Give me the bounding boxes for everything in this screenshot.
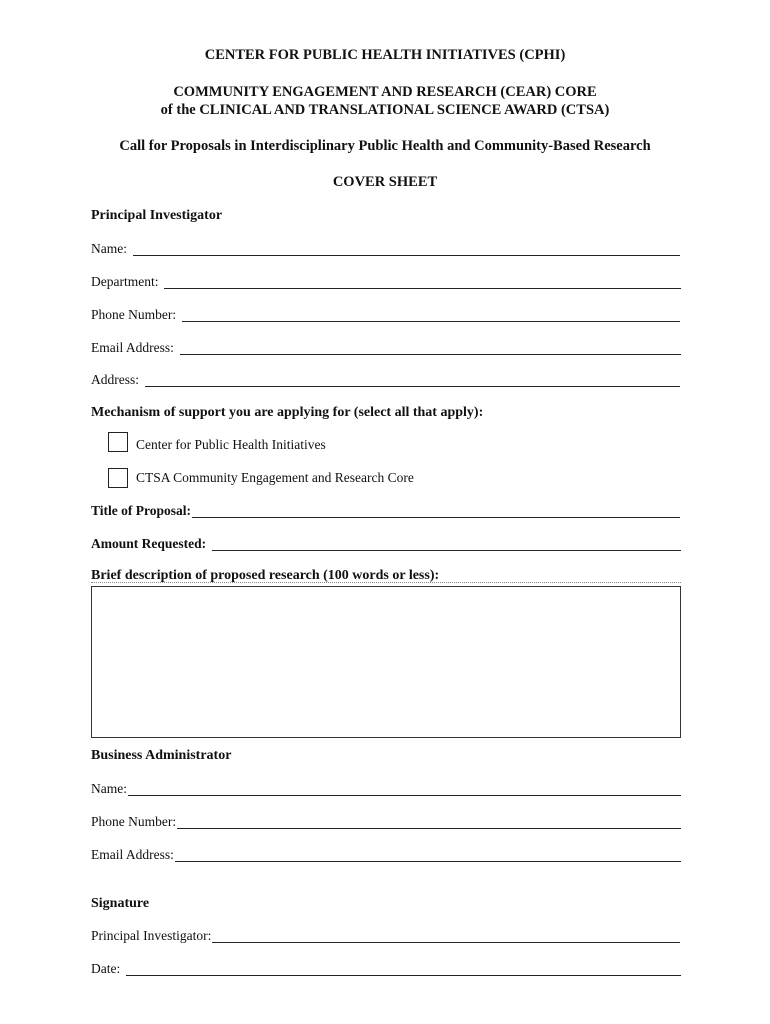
ba-phone-label: Phone Number: [91, 814, 177, 829]
ba-email-input[interactable] [175, 861, 681, 862]
core-title-line1: COMMUNITY ENGAGEMENT AND RESEARCH (CEAR) CORE [173, 84, 597, 100]
ba-email-label: Email Address: [91, 847, 174, 862]
pi-name-input[interactable] [133, 255, 680, 256]
pi-address-input[interactable] [145, 386, 680, 387]
amount-requested-field [91, 535, 681, 553]
ba-email-field [91, 846, 681, 864]
pi-address-field [91, 371, 680, 389]
ba-phone-field [91, 813, 681, 831]
call-title: Call for Proposals in Interdisciplinary Public Health and Community-Based Research [119, 138, 651, 154]
ba-name-input[interactable] [128, 795, 681, 796]
ba-name-field [91, 780, 681, 798]
pi-email-label: Email Address: [91, 340, 174, 355]
proposal-title-label: Title of Proposal: [91, 503, 191, 518]
pi-phone-field [91, 306, 680, 324]
date-label: Date: [91, 961, 121, 976]
ctsa-checkbox[interactable] [108, 468, 128, 488]
date-input[interactable] [126, 975, 681, 976]
amount-requested-label: Amount Requested: [91, 536, 207, 551]
ba-heading: Business Administrator [91, 748, 232, 763]
core-title-line2: of the CLINICAL AND TRANSLATIONAL SCIENCE AWARD (CTSA) [160, 102, 610, 118]
ba-phone-input[interactable] [177, 828, 681, 829]
ctsa-checkbox-label: CTSA Community Engagement and Research Core [136, 470, 414, 485]
signature-heading: Signature [91, 896, 150, 911]
pi-address-label: Address: [91, 372, 139, 387]
pi-signature-input[interactable] [212, 942, 680, 943]
ba-name-label: Name: [91, 781, 127, 796]
pi-department-input[interactable] [164, 288, 681, 289]
pi-signature-label: Principal Investigator: [91, 928, 212, 943]
pi-name-label: Name: [91, 241, 127, 256]
pi-phone-label: Phone Number: [91, 307, 177, 322]
amount-requested-input[interactable] [212, 550, 681, 551]
proposal-title-input[interactable] [192, 517, 680, 518]
cphi-checkbox[interactable] [108, 432, 128, 452]
org-title: CENTER FOR PUBLIC HEALTH INITIATIVES (CPHI) [204, 47, 566, 63]
pi-heading: Principal Investigator [91, 208, 223, 223]
pi-phone-input[interactable] [182, 321, 680, 322]
pi-name-field [91, 240, 680, 258]
pi-department-field [91, 273, 681, 291]
pi-email-field [91, 339, 681, 357]
mechanism-heading: Mechanism of support you are applying for (select all that apply): [91, 405, 484, 420]
cphi-checkbox-label: Center for Public Health Initiatives [136, 437, 326, 452]
description-rule [91, 582, 681, 583]
sheet-title: COVER SHEET [332, 174, 438, 190]
proposal-title-field [91, 502, 680, 520]
description-textarea[interactable] [91, 586, 681, 738]
date-field [91, 960, 681, 978]
pi-signature-field [91, 927, 680, 945]
pi-email-input[interactable] [180, 354, 681, 355]
pi-department-label: Department: [91, 274, 159, 289]
description-label: Brief description of proposed research (100 words or less): [91, 568, 440, 583]
